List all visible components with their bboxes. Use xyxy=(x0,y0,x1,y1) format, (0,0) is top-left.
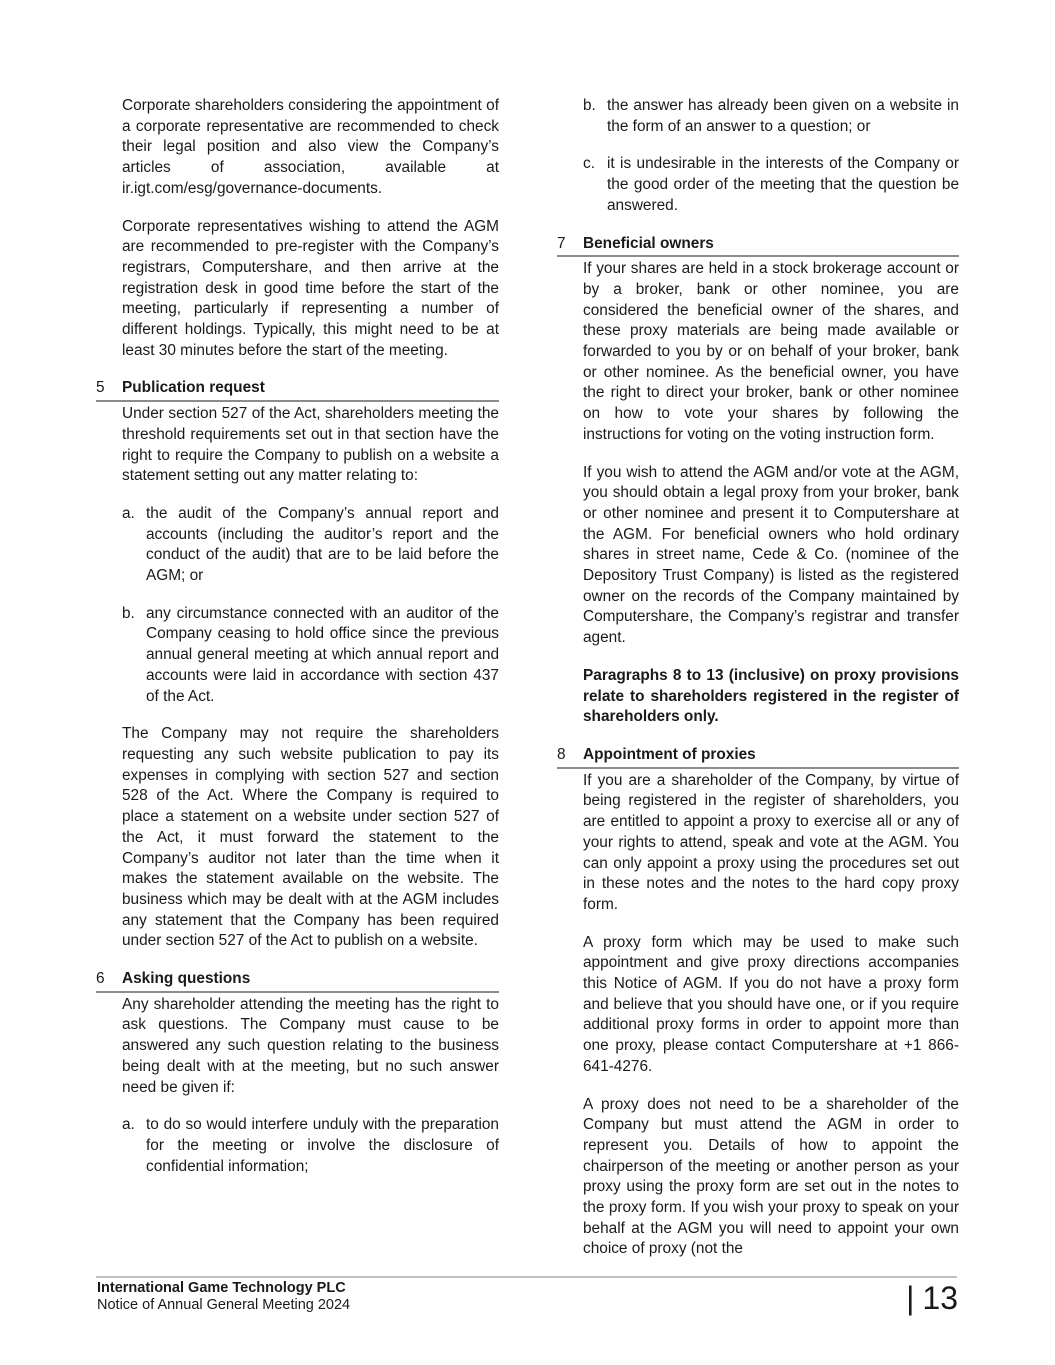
section-6-title: Asking questions xyxy=(122,970,251,988)
section-8-paragraph-2: A proxy form which may be used to make such appointment and give proxy directions accompanies this Notice of AGM. If you do not have a proxy form and believe that you should have one, or if you require additional proxy forms in order to appoint more than one proxy, please contact Computershare at +1 866-641-4276. xyxy=(583,933,959,1075)
list-item xyxy=(583,154,959,216)
section-7-number: 7 xyxy=(557,234,566,252)
right-column xyxy=(557,96,959,1277)
list-item-text: any circumstance connected with an auditor of the Company ceasing to hold office since the previous annual general meeting at which annual report and accounts were laid in accordance with section 437 of the Act. xyxy=(146,604,499,705)
list-item xyxy=(122,504,499,587)
footer-document-title: Notice of Annual General Meeting 2024 xyxy=(97,1297,351,1313)
list-item xyxy=(122,1115,499,1177)
section-8-number: 8 xyxy=(557,745,566,763)
list-item-text: the audit of the Company’s annual report and accounts (including the auditor’s report and the conduct of the audit) that are to be laid before the AGM; or xyxy=(146,504,499,585)
page-number-block xyxy=(906,1280,958,1316)
list-marker: a. xyxy=(122,504,135,522)
corporate-rep-paragraph-1: Corporate shareholders considering the appointment of a corporate representative are recommended to check their legal position and also view the Company’s articles of association, available at ir.igt.com/esg/governance-documents. xyxy=(122,97,499,197)
section-7-bold-note: Paragraphs 8 to 13 (inclusive) on proxy provisions relate to shareholders registered in the register of shareholders only. xyxy=(583,666,959,726)
section-7-paragraph-2: If you wish to attend the AGM and/or vote at the AGM, you should obtain a legal proxy from your broker, bank or other nominee and present it to Computershare at the AGM. For beneficial owners who hold ordinary shares in street name, Cede & Co. (nominee of the Depository Trust Company) is listed as the registered owner on the records of the Company maintained by Computershare, the Company’s registrar and transfer agent. xyxy=(583,463,959,647)
list-marker: c. xyxy=(583,155,595,173)
section-6-paragraph-1: Any shareholder attending the meeting has the right to ask questions. The Company must cause to be answered any such question relating to the business being dealt with at the meeting, but no such answer need be given if: xyxy=(122,995,499,1096)
list-item-text: the answer has already been given on a website in the form of an answer to a question; or xyxy=(607,97,959,135)
section-8-heading xyxy=(557,745,959,769)
list-item-text: to do so would interfere unduly with the preparation for the meeting or involve the disclosure of confidential information; xyxy=(146,1116,499,1175)
section-5-title: Publication request xyxy=(122,379,265,397)
section-5-paragraph-1: Under section 527 of the Act, shareholders meeting the threshold requirements set out in that section have the right to require the Company to publish on a website a statement setting out any matter relating to: xyxy=(122,405,499,485)
page-separator: | xyxy=(906,1280,915,1316)
section-7-paragraph-1: If your shares are held in a stock brokerage account or by a broker, bank or other nominee, you are considered the beneficial owner of the shares, and these proxy materials are being made available or forwarded to you by or on behalf of your broker, bank or other nominee. As the beneficial owner, you have the right to direct your broker, bank or other nominee on how to vote your shares by following the instructions for voting on the voting instruction form. xyxy=(583,260,959,443)
section-7-title: Beneficial owners xyxy=(583,234,714,252)
footer-divider xyxy=(96,1276,957,1278)
section-5-heading xyxy=(96,378,499,402)
list-marker: b. xyxy=(122,604,135,622)
list-item xyxy=(583,96,959,137)
section-5-paragraph-2: The Company may not require the shareholders requesting any such website publication to pay its expenses in complying with section 527 and section 528 of the Act. Where the Company is required to place a statement on a website under section 527 of the Act, it must forward the statement to the Company’s auditor not later than the time when it makes the statement available on the website. The business which may be dealt with at the AGM includes any statement that the Company has been required under section 527 of the Act to publish on a website. xyxy=(122,725,499,950)
section-5-number: 5 xyxy=(96,379,105,397)
section-8-title: Appointment of proxies xyxy=(583,745,756,763)
section-6-number: 6 xyxy=(96,970,105,988)
section-6-heading xyxy=(96,969,499,993)
section-8-paragraph-1: If you are a shareholder of the Company, by virtue of being registered in the register of shareholders, you are entitled to appoint a proxy to exercise all or any of your rights to attend, speak and vote at the AGM. You can only appoint a proxy using the procedures set out in these notes and the notes to the hard copy proxy form. xyxy=(583,771,959,913)
list-marker: a. xyxy=(122,1116,135,1134)
page-number: 13 xyxy=(922,1280,958,1316)
footer-company-name: International Game Technology PLC xyxy=(97,1280,346,1296)
list-item xyxy=(122,604,499,708)
corporate-rep-paragraph-2: Corporate representatives wishing to attend the AGM are recommended to pre-register with the Company’s registrars, Computershare, and then arrive at the registration desk in good time before the start of the meeting, particularly if representing a number of different holdings. Typically, this might need to be at least 30 minutes before the start of the meeting. xyxy=(122,217,499,359)
section-7-heading xyxy=(557,234,959,258)
list-item-text: it is undesirable in the interests of the Company or the good order of the meeting that the question be answered. xyxy=(607,155,959,214)
left-column xyxy=(96,96,499,1194)
section-8-paragraph-3: A proxy does not need to be a shareholder of the Company but must attend the AGM in order to represent you. Details of how to appoint the chairperson of the meeting or another person as your proxy using the proxy form are set out in the notes to the proxy form. If you wish your proxy to speak on your behalf at the AGM you will need to appoint your own choice of proxy (not the xyxy=(583,1095,959,1258)
list-marker: b. xyxy=(583,97,596,114)
